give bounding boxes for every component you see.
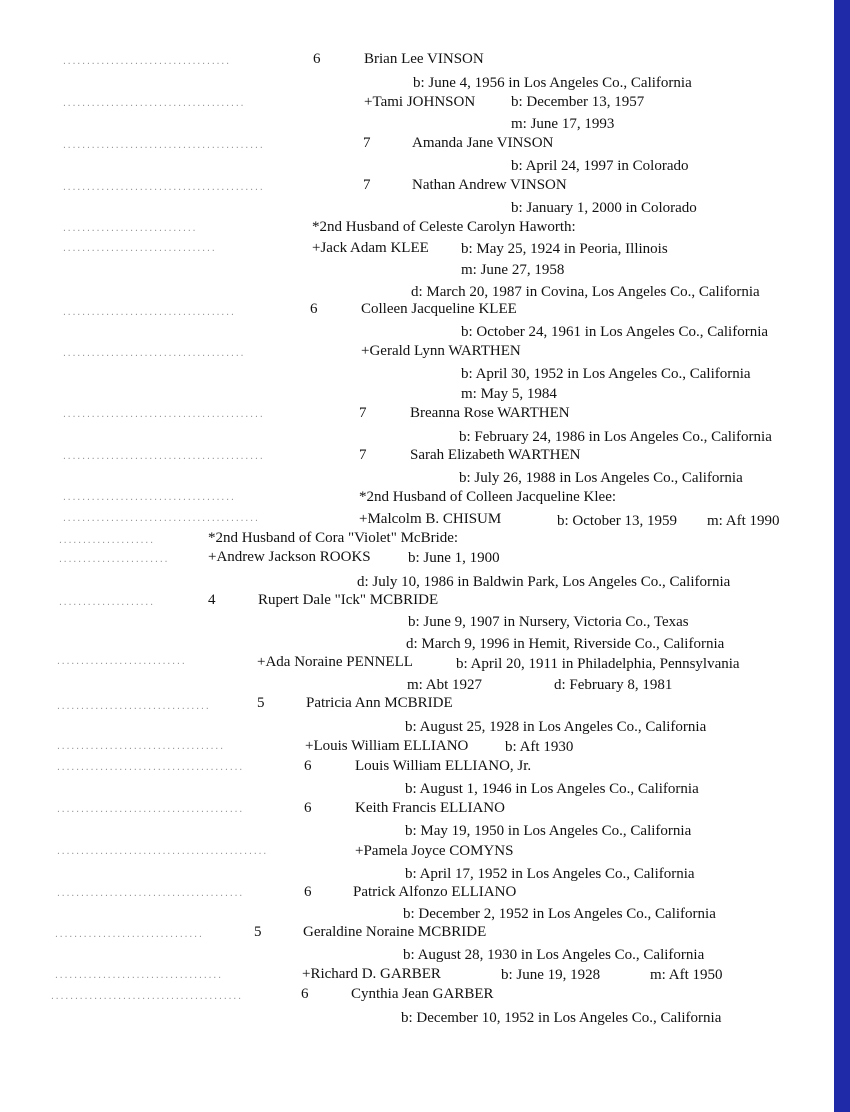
generation-number: 4 — [208, 592, 216, 608]
generation-number: 6 — [304, 800, 312, 816]
generation-number: 7 — [363, 177, 371, 193]
spouse-name: +Jack Adam KLEE — [312, 240, 429, 256]
husband-heading: *2nd Husband of Celeste Carolyn Haworth: — [312, 219, 576, 235]
person-name: Amanda Jane VINSON — [412, 135, 554, 151]
leader-dots: .................................... — [62, 494, 235, 503]
leader-dots: ................................... — [54, 972, 223, 981]
birth-info: b: July 26, 1988 in Los Angeles Co., California — [459, 470, 743, 486]
spouse-name: +Andrew Jackson ROOKS — [208, 549, 371, 565]
leader-dots: ................................ — [62, 245, 216, 254]
leader-dots: ............................... — [54, 931, 203, 940]
leader-dots: ............................................ — [56, 848, 268, 857]
spouse-birth: b: June 19, 1928 — [501, 967, 601, 983]
husband-heading: *2nd Husband of Colleen Jacqueline Klee: — [359, 489, 617, 505]
leader-dots: ................................... — [56, 743, 225, 752]
death-info: d: July 10, 1986 in Baldwin Park, Los Angeles Co., California — [357, 574, 731, 590]
spouse-birth: b: Aft 1930 — [505, 739, 574, 755]
leader-dots: ....................... — [58, 556, 169, 565]
leader-dots: .................... — [58, 599, 155, 608]
leader-dots: ....................................... — [56, 806, 244, 815]
marriage-info: m: Aft 1950 — [650, 967, 723, 983]
person-name: Rupert Dale "Ick" MCBRIDE — [258, 592, 439, 608]
person-name: Brian Lee VINSON — [364, 51, 484, 67]
spouse-birth: b: June 1, 1900 — [408, 550, 500, 566]
birth-info: b: January 1, 2000 in Colorado — [511, 200, 697, 216]
leader-dots: ................................... — [62, 58, 231, 67]
spouse-name: +Malcolm B. CHISUM — [359, 511, 502, 527]
person-name: Patricia Ann MCBRIDE — [306, 695, 453, 711]
spouse-birth: b: April 20, 1911 in Philadelphia, Pennsylvania — [456, 656, 740, 672]
generation-number: 5 — [254, 924, 262, 940]
leader-dots: ........................... — [56, 658, 186, 667]
leader-dots: ...................................... — [62, 350, 245, 359]
leader-dots: .................... — [58, 537, 155, 546]
birth-info: b: August 25, 1928 in Los Angeles Co., California — [405, 719, 707, 735]
page-border — [834, 0, 850, 1112]
generation-number: 7 — [359, 447, 367, 463]
person-name: Colleen Jacqueline KLEE — [361, 301, 517, 317]
spouse-name: +Louis William ELLIANO — [305, 738, 469, 754]
person-name: Cynthia Jean GARBER — [351, 986, 494, 1002]
person-name: Nathan Andrew VINSON — [412, 177, 567, 193]
leader-dots: .......................................... — [62, 453, 264, 462]
birth-info: b: December 2, 1952 in Los Angeles Co., California — [403, 906, 716, 922]
generation-number: 6 — [304, 884, 312, 900]
marriage-info: m: Abt 1927 — [407, 677, 483, 693]
person-name: Breanna Rose WARTHEN — [410, 405, 570, 421]
generation-number: 7 — [363, 135, 371, 151]
birth-info: b: August 28, 1930 in Los Angeles Co., California — [403, 947, 705, 963]
generation-number: 7 — [359, 405, 367, 421]
generation-number: 6 — [310, 301, 318, 317]
leader-dots: ........................................ — [50, 993, 243, 1002]
generation-number: 5 — [257, 695, 265, 711]
person-name: Louis William ELLIANO, Jr. — [355, 758, 532, 774]
leader-dots: ...................................... — [62, 100, 245, 109]
birth-info: b: February 24, 1986 in Los Angeles Co., California — [459, 429, 772, 445]
spouse-name: +Pamela Joyce COMYNS — [355, 843, 514, 859]
person-name: Keith Francis ELLIANO — [355, 800, 505, 816]
leader-dots: .......................................... — [62, 184, 264, 193]
spouse-name: +Tami JOHNSON — [364, 94, 476, 110]
marriage-info: m: May 5, 1984 — [461, 386, 557, 402]
birth-info: b: August 1, 1946 in Los Angeles Co., California — [405, 781, 699, 797]
spouse-birth: b: October 13, 1959 — [557, 513, 677, 529]
leader-dots: .......................................... — [62, 411, 264, 420]
leader-dots: ................................ — [56, 703, 210, 712]
leader-dots: ............................ — [62, 225, 197, 234]
leader-dots: ....................................... — [56, 764, 244, 773]
leader-dots: ......................................... — [62, 515, 259, 524]
generation-number: 6 — [313, 51, 321, 67]
spouse-birth: b: April 17, 1952 in Los Angeles Co., California — [405, 866, 695, 882]
marriage-info: m: June 27, 1958 — [461, 262, 565, 278]
spouse-name: +Gerald Lynn WARTHEN — [361, 343, 521, 359]
leader-dots: ....................................... — [56, 890, 244, 899]
spouse-birth: b: April 30, 1952 in Los Angeles Co., California — [461, 366, 751, 382]
birth-info: b: October 24, 1961 in Los Angeles Co., California — [461, 324, 769, 340]
leader-dots: .................................... — [62, 309, 235, 318]
leader-dots: .......................................... — [62, 142, 264, 151]
generation-number: 6 — [304, 758, 312, 774]
death-info: d: February 8, 1981 — [554, 677, 673, 693]
generation-number: 6 — [301, 986, 309, 1002]
husband-heading: *2nd Husband of Cora "Violet" McBride: — [208, 530, 459, 546]
marriage-info: m: June 17, 1993 — [511, 116, 615, 132]
spouse-name: +Richard D. GARBER — [302, 966, 441, 982]
birth-info: b: May 19, 1950 in Los Angeles Co., California — [405, 823, 692, 839]
marriage-info: m: Aft 1990 — [707, 513, 780, 529]
birth-info: b: June 4, 1956 in Los Angeles Co., California — [413, 75, 692, 91]
birth-info: b: December 10, 1952 in Los Angeles Co., California — [401, 1010, 722, 1026]
spouse-name: +Ada Noraine PENNELL — [257, 654, 413, 670]
person-name: Patrick Alfonzo ELLIANO — [353, 884, 517, 900]
birth-info: b: April 24, 1997 in Colorado — [511, 158, 689, 174]
death-info: d: March 9, 1996 in Hemit, Riverside Co., California — [406, 636, 725, 652]
birth-info: b: June 9, 1907 in Nursery, Victoria Co., Texas — [408, 614, 689, 630]
person-name: Geraldine Noraine MCBRIDE — [303, 924, 487, 940]
death-info: d: March 20, 1987 in Covina, Los Angeles Co., California — [411, 284, 760, 300]
person-name: Sarah Elizabeth WARTHEN — [410, 447, 581, 463]
spouse-birth: b: May 25, 1924 in Peoria, Illinois — [461, 241, 668, 257]
spouse-birth: b: December 13, 1957 — [511, 94, 645, 110]
